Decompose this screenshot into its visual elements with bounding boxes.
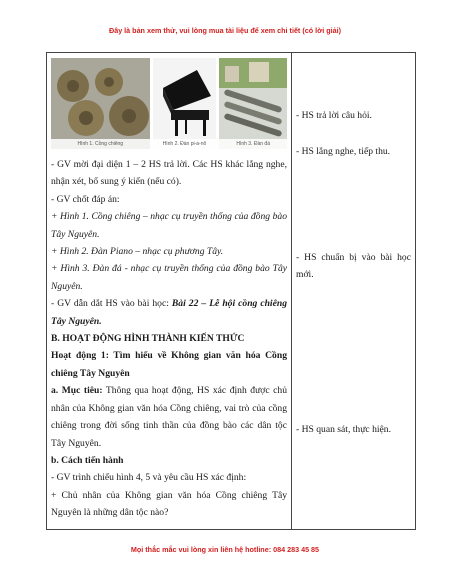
answer-item: + Hình 2. Đàn Piano – nhạc cụ phương Tây. — [51, 246, 224, 258]
paragraph — [51, 295, 287, 330]
lesson-table — [46, 52, 416, 530]
paragraph — [51, 382, 287, 452]
student-response: - HS chuẩn bị vào bài học mới. — [296, 252, 411, 280]
piano-image — [153, 58, 217, 149]
objective-label: a. Mục tiêu: — [51, 385, 103, 397]
objective-text: Thông qua hoạt động, HS xác định được chủ nhân của Không gian văn hóa Cồng chiêng, vai trò của cồng chiêng trong đời sống tinh thần của đồng bào các dân tộc Tây Nguyên. — [51, 385, 287, 449]
teacher-text — [51, 154, 287, 522]
image-caption-1: Hình 1. Cồng chiêng — [51, 139, 150, 149]
stone-lithophone-image — [219, 58, 287, 149]
procedure-heading: b. Cách tiến hành — [51, 454, 124, 466]
preview-banner: Đây là bản xem thử, vui lòng mua tài liệu để xem chi tiết (có lời giải) — [109, 26, 341, 35]
paragraph: - GV chốt đáp án: — [51, 193, 120, 205]
activity-heading: Hoạt động 1: Tìm hiểu về Không gian văn hóa Cồng chiêng Tây Nguyên — [51, 350, 287, 379]
lesson-title: Bài 22 – Lễ hội cồng chiêng Tây Nguyên. — [51, 298, 287, 327]
teacher-activity-column — [47, 53, 292, 529]
section-heading: B. HOẠT ĐỘNG HÌNH THÀNH KIẾN THỨC — [51, 333, 245, 345]
gong-image — [51, 58, 150, 149]
image-caption-2: Hình 2. Đàn pi-a-nô — [153, 139, 217, 149]
student-response: - HS quan sát, thực hiện. — [296, 424, 391, 435]
student-response: - HS lắng nghe, tiếp thu. — [296, 146, 391, 157]
student-activity-column — [292, 53, 415, 529]
hotline-banner: Mọi thắc mắc vui lòng xin liên hệ hotline: 084 283 45 85 — [130, 545, 320, 554]
answer-item: + Hình 1. Cồng chiêng – nhạc cụ truyền thống của đồng bào Tây Nguyên. — [51, 211, 287, 240]
paragraph: + Chủ nhân của Không gian văn hóa Cồng chiêng Tây Nguyên là những dân tộc nào? — [51, 489, 287, 519]
paragraph: - GV trình chiếu hình 4, 5 và yêu cầu HS xác định: — [51, 472, 247, 484]
student-response: - HS trả lời câu hỏi. — [296, 110, 372, 121]
paragraph: - GV mời đại diện 1 – 2 HS trả lời. Các HS khác lắng nghe, nhận xét, bổ sung ý kiến (nếu có). — [51, 159, 287, 188]
image-strip — [51, 53, 287, 154]
image-caption-3: Hình 3. Đàn đá — [219, 139, 287, 149]
answer-item: + Hình 3. Đàn đá - nhạc cụ truyền thống của đồng bào Tây Nguyên. — [51, 263, 287, 292]
intro-text: - GV dẫn dắt HS vào bài học: — [51, 298, 172, 310]
